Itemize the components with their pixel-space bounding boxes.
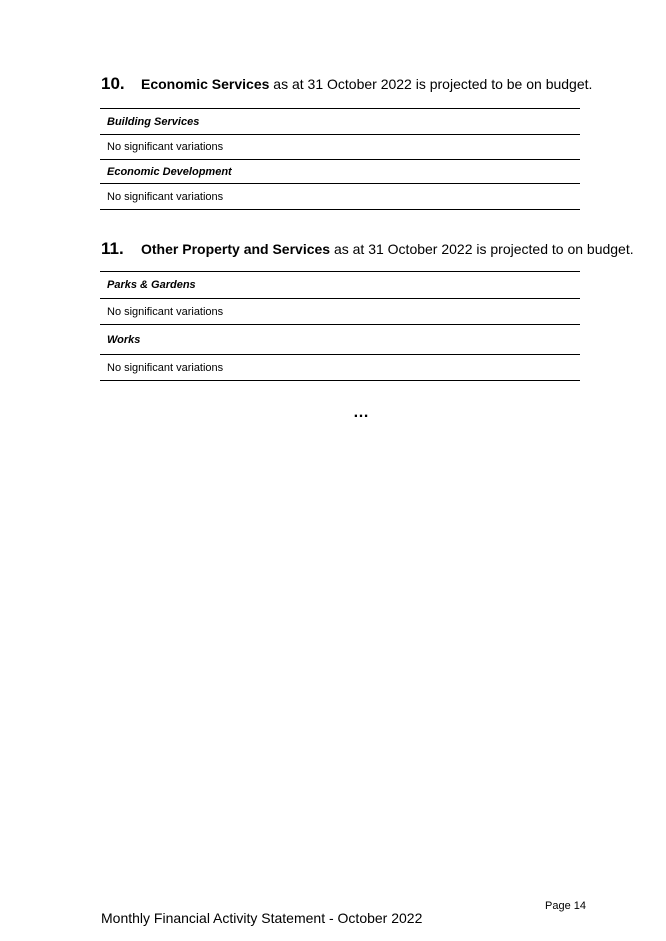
table-row-category: Economic Development xyxy=(100,160,580,184)
section-10-table xyxy=(100,108,580,210)
table-row-detail: No significant variations xyxy=(100,135,580,160)
section-11-text: as at 31 October 2022 is projected to on budget. xyxy=(330,241,634,257)
ellipsis-marker: … xyxy=(353,404,369,421)
section-11-heading xyxy=(101,239,634,259)
table-row-category: Parks & Gardens xyxy=(100,272,580,299)
table-row-category: Building Services xyxy=(100,109,580,135)
table-row-category: Works xyxy=(100,325,580,355)
table-row-detail: No significant variations xyxy=(100,355,580,381)
section-10-text: as at 31 October 2022 is projected to be on budget. xyxy=(269,76,593,92)
section-10-lead: Economic Services xyxy=(141,76,270,92)
section-11-number: 11. xyxy=(101,239,124,258)
table-row-detail: No significant variations xyxy=(100,184,580,210)
section-10-number: 10. xyxy=(101,74,125,93)
table-row-detail: No significant variations xyxy=(100,299,580,325)
section-11-table xyxy=(100,271,580,381)
section-11-lead: Other Property and Services xyxy=(141,241,331,257)
section-10-heading xyxy=(101,74,592,94)
page-number: Page 14 xyxy=(545,900,586,912)
footer-title: Monthly Financial Activity Statement - October 2022 xyxy=(101,910,423,926)
